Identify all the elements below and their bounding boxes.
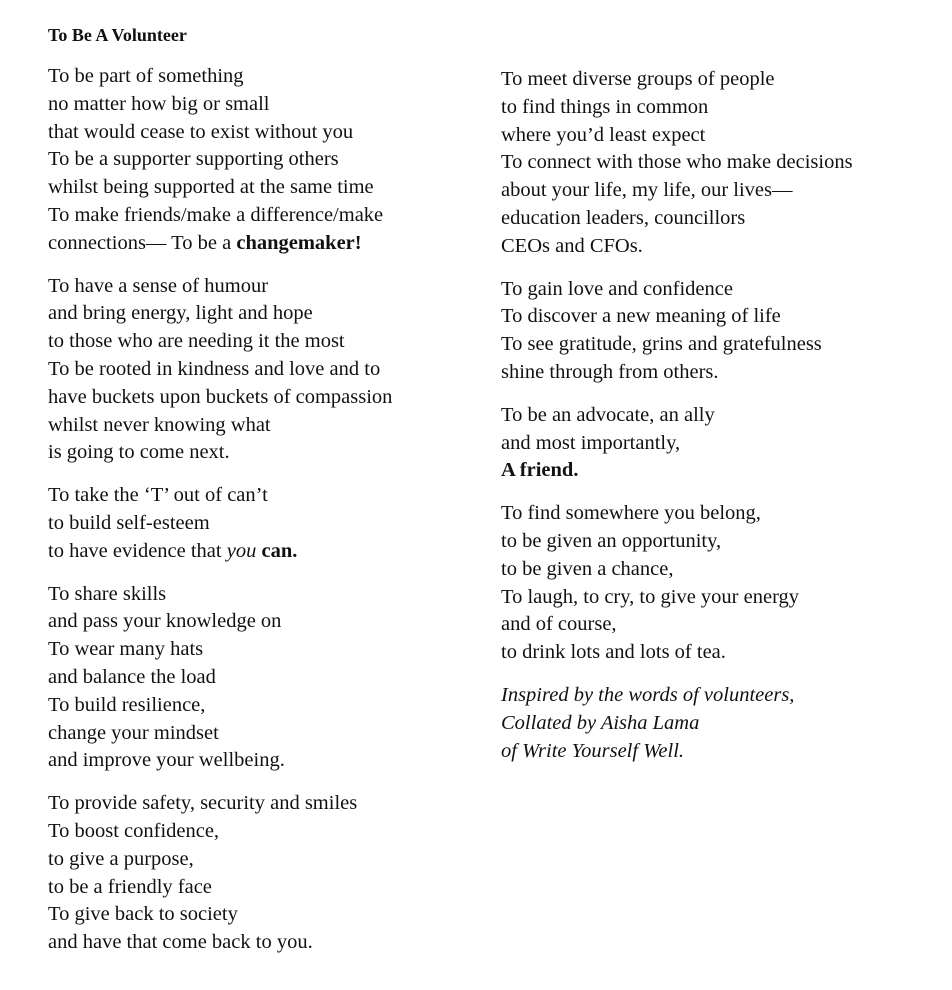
bold-line-a-friend: A friend. xyxy=(501,459,579,482)
poem-line: where you’d least expect xyxy=(501,123,706,146)
poem-line: to give a purpose, xyxy=(48,847,194,870)
poem-line: have buckets upon buckets of compassion xyxy=(48,385,393,408)
poem-line: To be part of something xyxy=(48,65,244,87)
poem-line: to build self-esteem xyxy=(48,511,210,534)
poem-line: To give back to society xyxy=(48,903,238,926)
poem-line: To connect with those who make decisions xyxy=(501,151,853,174)
poem-line: to be given an opportunity, xyxy=(501,529,722,552)
stanza-5 xyxy=(48,790,478,957)
stanza-6 xyxy=(501,66,931,261)
poem-line: to be a friendly face xyxy=(48,875,212,898)
poem-line: To be rooted in kindness and love and to xyxy=(48,357,381,380)
poem-line: To make friends/make a difference/make xyxy=(48,203,384,226)
credit-line: Collated by Aisha Lama xyxy=(501,711,700,734)
stanza-9 xyxy=(501,500,931,667)
poem-line: to be given a chance, xyxy=(501,557,674,580)
poem-line: change your mindset xyxy=(48,721,219,744)
line-text: to have evidence that xyxy=(48,539,227,562)
poem-line: To have a sense of humour xyxy=(48,274,269,297)
poem-line: and bring energy, light and hope xyxy=(48,302,313,325)
poem-line: to those who are needing it the most xyxy=(48,330,345,353)
poem-line: To be an advocate, an ally xyxy=(501,403,715,426)
stanza-1 xyxy=(48,63,478,258)
poem-line: To find somewhere you belong, xyxy=(501,502,761,525)
poem-line: To see gratitude, grins and gratefulness xyxy=(501,333,822,356)
poem-line: To share skills xyxy=(48,582,167,605)
poem-line: and most importantly, xyxy=(501,431,681,454)
poem-line: whilst being supported at the same time xyxy=(48,176,374,199)
poem-line: that would cease to exist without you xyxy=(48,120,354,143)
line-text: connections— To be a xyxy=(48,231,237,254)
poem-line: To provide safety, security and smiles xyxy=(48,792,358,815)
poem-line: To meet diverse groups of people xyxy=(501,68,775,90)
poem-line: and have that come back to you. xyxy=(48,931,313,954)
poem-line: To take the ‘T’ out of can’t xyxy=(48,484,268,507)
right-column xyxy=(501,66,931,780)
bold-word-changemaker: changemaker! xyxy=(236,231,362,254)
stanza-8 xyxy=(501,402,931,485)
poem-line: To gain love and confidence xyxy=(501,277,733,300)
credit-line: Inspired by the words of volunteers, xyxy=(501,683,795,706)
stanza-4 xyxy=(48,581,478,776)
poem-line: no matter how big or small xyxy=(48,92,270,115)
stanza-7 xyxy=(501,276,931,387)
poem-line: and pass your knowledge on xyxy=(48,610,282,633)
poem-line xyxy=(48,538,478,566)
poem-line: To wear many hats xyxy=(48,638,204,661)
left-column xyxy=(48,63,478,972)
bold-word-can: can. xyxy=(261,539,298,562)
poem-line xyxy=(501,457,931,485)
stanza-3 xyxy=(48,482,478,565)
poem-line: CEOs and CFOs. xyxy=(501,234,643,257)
credit-stanza xyxy=(501,682,931,765)
poem-line: and improve your wellbeing. xyxy=(48,749,285,772)
poem-title: To Be A Volunteer xyxy=(48,25,187,45)
poem-line xyxy=(48,230,478,258)
poem-line: To discover a new meaning of life xyxy=(501,305,781,328)
credit-line: of Write Yourself Well. xyxy=(501,739,685,762)
poem-line: and of course, xyxy=(501,613,617,636)
poem-line: To laugh, to cry, to give your energy xyxy=(501,585,800,608)
poem-line: and balance the load xyxy=(48,665,216,688)
poem-line: To be a supporter supporting others xyxy=(48,148,339,171)
poem-line: shine through from others. xyxy=(501,360,719,383)
poem-line: about your life, my life, our lives— xyxy=(501,179,793,202)
poem-line: to find things in common xyxy=(501,95,709,118)
italic-word-you: you xyxy=(226,539,257,562)
poem-line: To build resilience, xyxy=(48,693,206,716)
poem-line: is going to come next. xyxy=(48,441,230,464)
stanza-2 xyxy=(48,273,478,468)
poem-line: education leaders, councillors xyxy=(501,206,746,229)
poem-line: to drink lots and lots of tea. xyxy=(501,641,726,664)
poem-line: whilst never knowing what xyxy=(48,413,271,436)
poem-line: To boost confidence, xyxy=(48,819,220,842)
